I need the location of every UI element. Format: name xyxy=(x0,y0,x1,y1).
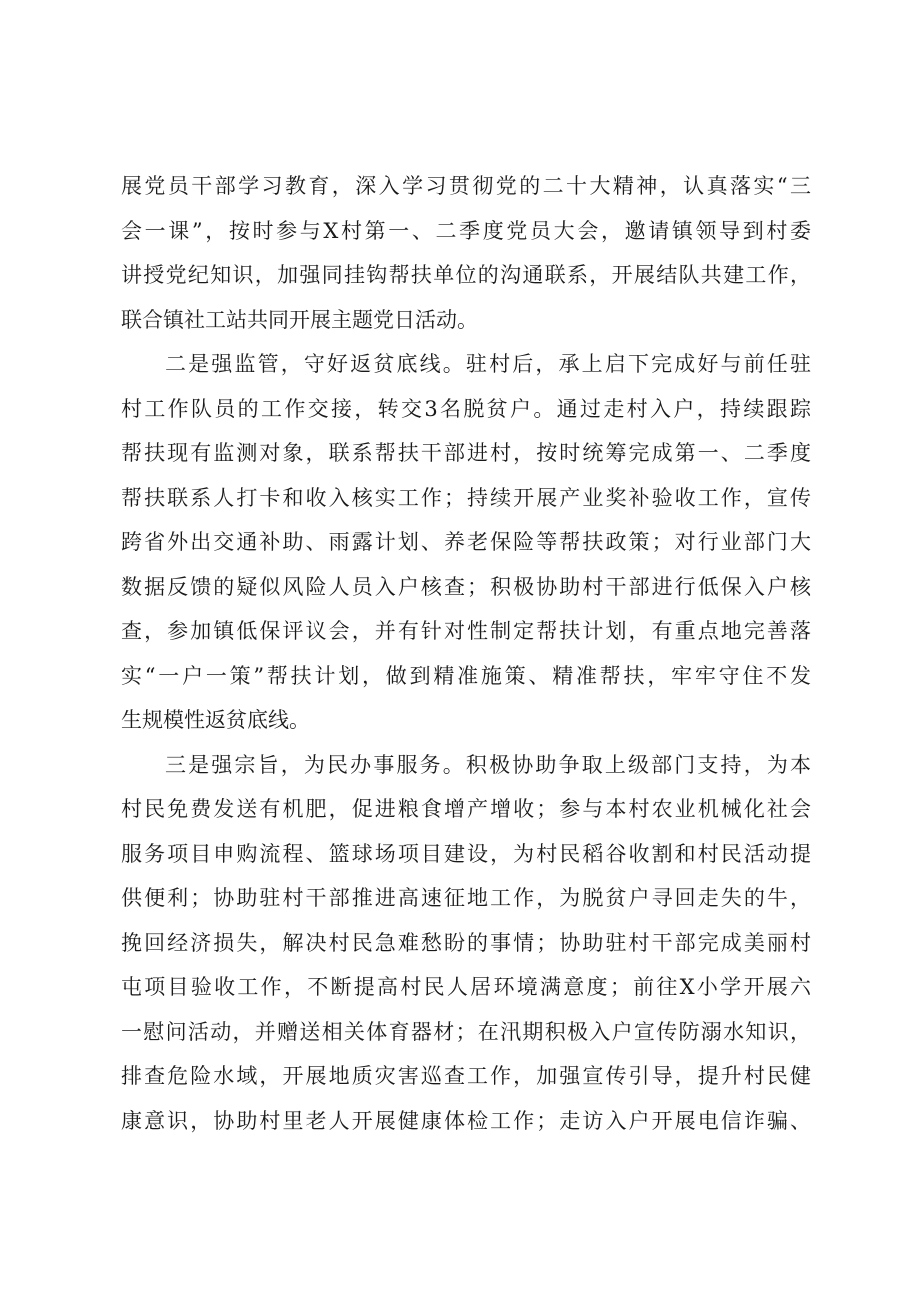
text-line: 供便利；协助驻村干部推进高速征地工作，为脱贫户寻回走失的牛， xyxy=(121,886,811,910)
text-line: 查，参加镇低保评议会，并有针对性制定帮扶计划，有重点地完善落 xyxy=(121,619,811,643)
text-line: 帮扶联系人打卡和收入核实工作；持续开展产业奖补验收工作，宣传 xyxy=(121,485,811,510)
text-line: 挽回经济损失，解决村民急难愁盼的事情；协助驻村干部完成美丽村 xyxy=(121,930,811,955)
text-line: 村民免费发送有机肥，促进粮食增产增收；参与本村农业机械化社会 xyxy=(121,797,811,821)
text-line: 屯项目验收工作，不断提高村民人居环境满意度；前往X小学开展六 xyxy=(121,975,811,999)
text-line: 实“一户一策”帮扶计划，做到精准施策、精准帮扶，牢牢守住不发 xyxy=(121,663,811,688)
body-text xyxy=(121,164,811,1143)
text-line: 排查危险水域，开展地质灾害巡查工作，加强宣传引导，提升村民健 xyxy=(121,1064,811,1088)
text-line: 康意识，协助村里老人开展健康体检工作；走访入户开展电信诈骗、 xyxy=(121,1108,811,1133)
text-line: 帮扶现有监测对象，联系帮扶干部进村，按时统筹完成第一、二季度 xyxy=(121,441,811,465)
paragraph-1 xyxy=(121,164,811,342)
text-line: 生规模性返贫底线。 xyxy=(121,708,310,732)
text-line: 服务项目申购流程、篮球场项目建设，为村民稻谷收割和村民活动提 xyxy=(121,841,811,866)
text-line: 三是强宗旨，为民办事服务。积极协助争取上级部门支持，为本 xyxy=(165,752,811,777)
text-line: 一慰问活动，并赠送相关体育器材；在汛期积极入户宣传防溺水知识， xyxy=(121,1019,811,1044)
text-line: 会一课”，按时参与X村第一、二季度党员大会，邀请镇领导到村委 xyxy=(121,218,811,243)
text-line: 二是强监管，守好返贫底线。驻村后，承上启下完成好与前任驻 xyxy=(165,352,811,376)
paragraph-2 xyxy=(121,342,811,743)
text-line: 展党员干部学习教育，深入学习贯彻党的二十大精神，认真落实“三 xyxy=(121,174,811,198)
text-line: 讲授党纪知识，加强同挂钩帮扶单位的沟通联系，开展结队共建工作， xyxy=(121,263,811,287)
text-line: 数据反馈的疑似风险人员入户核查；积极协助村干部进行低保入户核 xyxy=(121,574,811,599)
text-line: 跨省外出交通补助、雨露计划、养老保险等帮扶政策；对行业部门大 xyxy=(121,530,811,554)
text-line: 联合镇社工站共同开展主题党日活动。 xyxy=(121,307,478,332)
paragraph-3 xyxy=(121,743,811,1144)
text-line: 村工作队员的工作交接，转交3名脱贫户。通过走村入户，持续跟踪 xyxy=(121,396,811,421)
